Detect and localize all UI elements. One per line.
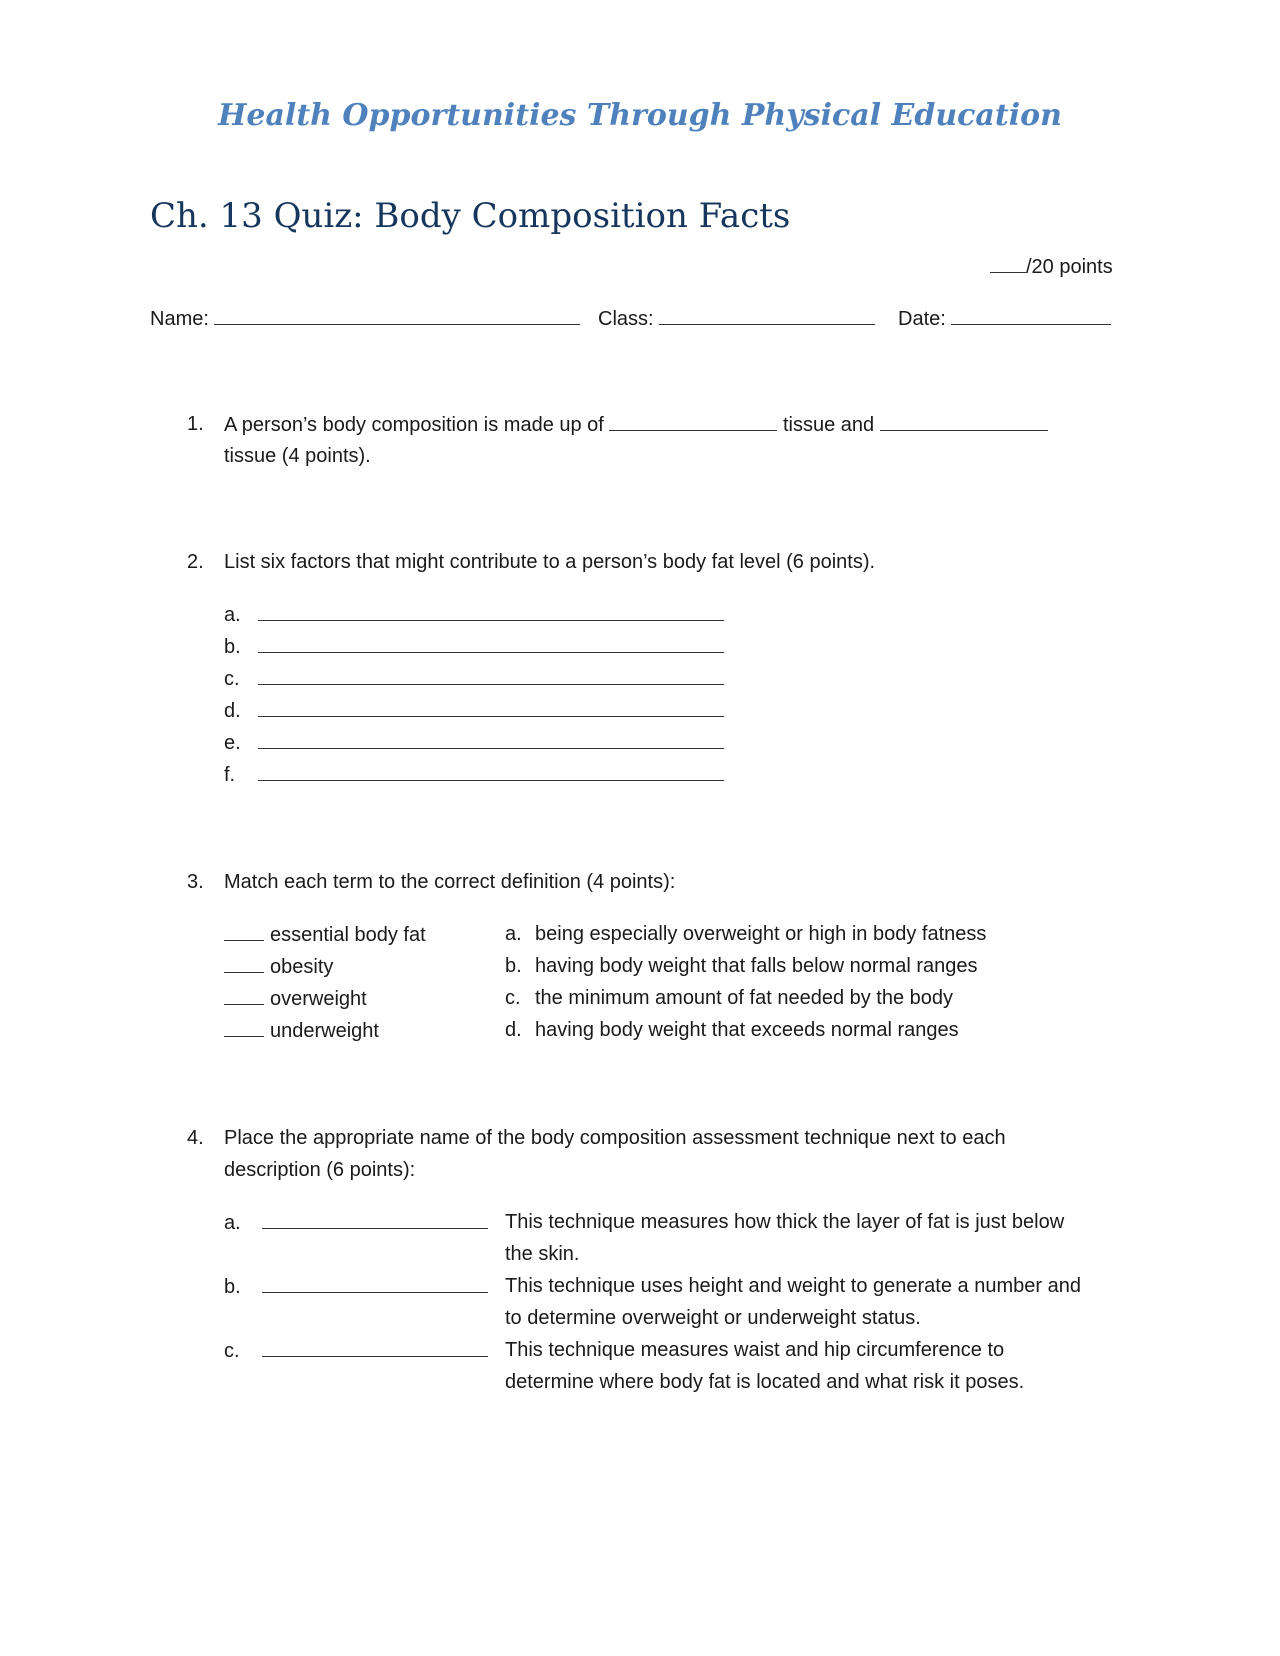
q1-line-2: tissue (4 points). bbox=[224, 445, 371, 467]
q3-term bbox=[224, 922, 426, 947]
date-label: Date: bbox=[898, 308, 946, 330]
q3-term-text: overweight bbox=[270, 988, 367, 1010]
q2-item-a bbox=[224, 602, 724, 627]
q2-text: List six factors that might contribute to a person’s body fat level (6 points). bbox=[224, 551, 876, 573]
q4-letter: b. bbox=[224, 1276, 241, 1298]
course-title: Health Opportunities Through Physical Education bbox=[218, 98, 1062, 133]
q2-item-c bbox=[224, 666, 724, 691]
q4-blank[interactable] bbox=[262, 1274, 488, 1293]
q4-blank[interactable] bbox=[262, 1210, 488, 1229]
q3-definition bbox=[505, 954, 977, 978]
q3-term-text: obesity bbox=[270, 956, 334, 978]
q4-item-b-desc-2: to determine overweight or underweight status. bbox=[505, 1307, 921, 1329]
q4-blank[interactable] bbox=[262, 1338, 488, 1357]
q2-blank[interactable] bbox=[258, 698, 724, 717]
q3-definition bbox=[505, 922, 986, 946]
q2-letter: f. bbox=[224, 764, 236, 786]
name-field bbox=[150, 306, 580, 331]
quiz-title: Ch. 13 Quiz: Body Composition Facts bbox=[150, 196, 791, 236]
q1-blank-2[interactable] bbox=[880, 412, 1048, 431]
q4-item-c-answer bbox=[224, 1338, 488, 1363]
q3-number: 3. bbox=[187, 871, 204, 893]
q3-definition-text: the minimum amount of fat needed by the body bbox=[535, 987, 954, 1009]
q3-definition-letter: c. bbox=[505, 987, 521, 1009]
q3-term-blank[interactable] bbox=[224, 986, 264, 1005]
q2-item-d bbox=[224, 698, 724, 723]
q1-line-1 bbox=[224, 412, 1048, 437]
q3-definition bbox=[505, 986, 953, 1010]
class-label: Class: bbox=[598, 308, 654, 330]
q3-term bbox=[224, 1018, 379, 1043]
q2-letter: e. bbox=[224, 732, 241, 754]
q3-definition-letter: d. bbox=[505, 1019, 522, 1041]
q3-definition-text: having body weight that falls below normal ranges bbox=[535, 955, 978, 977]
q2-letter: d. bbox=[224, 700, 241, 722]
q3-term-text: essential body fat bbox=[270, 924, 426, 946]
q1-text-part2: tissue and bbox=[782, 414, 875, 436]
q4-letter: a. bbox=[224, 1212, 241, 1234]
q4-item-a-desc-2: the skin. bbox=[505, 1243, 580, 1265]
q3-definition-letter: a. bbox=[505, 923, 522, 945]
q3-definition-letter: b. bbox=[505, 955, 522, 977]
q1-blank-1[interactable] bbox=[609, 412, 777, 431]
name-blank[interactable] bbox=[214, 306, 580, 325]
date-blank[interactable] bbox=[951, 306, 1111, 325]
q2-blank[interactable] bbox=[258, 602, 724, 621]
q4-text-line-2: description (6 points): bbox=[224, 1159, 416, 1181]
name-label: Name: bbox=[150, 308, 209, 330]
q4-letter: c. bbox=[224, 1340, 240, 1362]
score-blank[interactable] bbox=[990, 254, 1026, 273]
q2-item-f bbox=[224, 762, 724, 787]
q1-number: 1. bbox=[187, 413, 204, 435]
q3-term-blank[interactable] bbox=[224, 954, 264, 973]
q2-blank[interactable] bbox=[258, 634, 724, 653]
class-field bbox=[598, 306, 875, 331]
score-label: /20 points bbox=[1026, 256, 1113, 278]
q4-item-b-desc-1: This technique uses height and weight to generate a number and bbox=[505, 1275, 1081, 1297]
q2-blank[interactable] bbox=[258, 730, 724, 749]
q4-item-b-answer bbox=[224, 1274, 488, 1299]
date-field bbox=[898, 306, 1111, 331]
q1-text-part1: A person’s body composition is made up of bbox=[224, 414, 604, 436]
q3-definition-text: being especially overweight or high in body fatness bbox=[535, 923, 987, 945]
q4-number: 4. bbox=[187, 1127, 204, 1149]
q2-number: 2. bbox=[187, 551, 204, 573]
q3-term bbox=[224, 954, 333, 979]
q3-term-blank[interactable] bbox=[224, 1018, 264, 1037]
q3-text: Match each term to the correct definition (4 points): bbox=[224, 871, 676, 893]
q3-definition bbox=[505, 1018, 959, 1042]
score-field bbox=[990, 254, 1113, 279]
q4-item-a-desc-1: This technique measures how thick the layer of fat is just below bbox=[505, 1211, 1065, 1233]
q2-blank[interactable] bbox=[258, 762, 724, 781]
q4-item-a-answer bbox=[224, 1210, 488, 1235]
q3-term bbox=[224, 986, 367, 1011]
q2-letter: c. bbox=[224, 668, 240, 690]
q4-text-line-1: Place the appropriate name of the body composition assessment technique next to each bbox=[224, 1127, 1006, 1149]
q2-blank[interactable] bbox=[258, 666, 724, 685]
q4-item-c-desc-2: determine where body fat is located and what risk it poses. bbox=[505, 1371, 1025, 1393]
q2-item-b bbox=[224, 634, 724, 659]
q4-item-c-desc-1: This technique measures waist and hip circumference to bbox=[505, 1339, 1005, 1361]
q3-term-text: underweight bbox=[270, 1020, 379, 1042]
q2-item-e bbox=[224, 730, 724, 755]
q2-letter: b. bbox=[224, 636, 241, 658]
q2-letter: a. bbox=[224, 604, 241, 626]
q3-definition-text: having body weight that exceeds normal ranges bbox=[535, 1019, 959, 1041]
q3-term-blank[interactable] bbox=[224, 922, 264, 941]
class-blank[interactable] bbox=[659, 306, 875, 325]
